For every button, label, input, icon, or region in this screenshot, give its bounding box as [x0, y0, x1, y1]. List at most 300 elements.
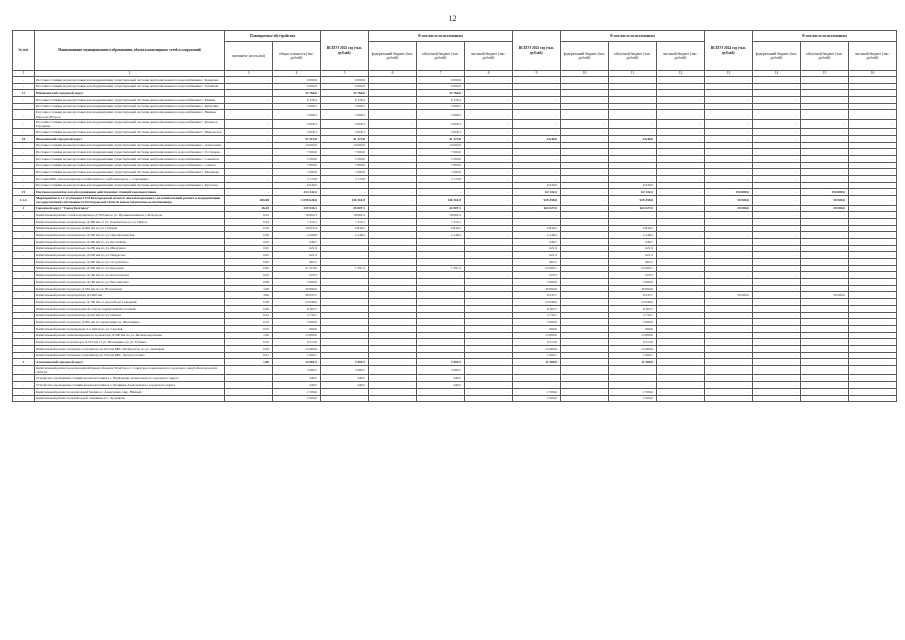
row-value: -: [657, 77, 705, 84]
row-value: -: [657, 285, 705, 292]
row-value: 41 375,8: [417, 135, 465, 142]
table-row: [13, 135, 897, 142]
row-value: -: [657, 352, 705, 359]
row-value: 5 909,3: [321, 119, 369, 128]
row-value: -: [369, 319, 417, 326]
row-value: -: [321, 332, 369, 339]
row-value: -: [465, 218, 513, 225]
row-value: -: [561, 299, 609, 306]
row-value: -: [225, 119, 273, 128]
row-value: -: [369, 212, 417, 219]
row-name: Поставка станции водоподготовки для модернизации существующей системы централизованного водоснабжения с. Кустовое: [35, 182, 225, 189]
row-value: -: [369, 279, 417, 286]
row-value: -: [417, 189, 465, 196]
row-value: -: [561, 97, 609, 104]
row-value: -: [417, 285, 465, 292]
table-row: [13, 339, 897, 346]
row-value: -: [849, 119, 897, 128]
row-value: 0,05: [225, 259, 273, 266]
header-cell: ВСЕГО 2022 год (тыс. рублей): [321, 31, 369, 71]
row-value: 976,3: [273, 272, 321, 279]
row-value: 1 683,7: [513, 352, 561, 359]
row-value: -: [849, 97, 897, 104]
row-value: 15 000,0: [609, 332, 657, 339]
column-number: 1: [13, 71, 35, 77]
row-value: -: [705, 382, 753, 389]
row-value: -: [753, 189, 801, 196]
row-value: 4 381,5: [321, 359, 369, 366]
row-value: -: [705, 225, 753, 232]
row-value: -: [369, 162, 417, 169]
row-value: 39 933,7: [273, 292, 321, 299]
row-value: 5 909,3: [417, 119, 465, 128]
row-value: 2 733,7: [273, 312, 321, 319]
row-value: -: [801, 325, 849, 332]
row-value: -: [849, 285, 897, 292]
row-value: 64 142,4: [513, 189, 561, 196]
row-value: -: [657, 325, 705, 332]
row-value: -: [561, 285, 609, 292]
row-value: -: [225, 142, 273, 149]
row-value: -: [849, 319, 897, 326]
row-value: 9 836,2: [513, 225, 561, 232]
row-value: -: [657, 225, 705, 232]
row-name: Устройство ограждения станции водоподготовки в с. Кущинка Алексеевского городского округа: [35, 382, 225, 389]
row-value: 449,5: [417, 382, 465, 389]
row-value: -: [801, 225, 849, 232]
row-value: -: [657, 279, 705, 286]
row-value: -: [609, 90, 657, 97]
row-name: Капитальный ремонт водонапорной скважины в с. Луценково: [35, 395, 225, 402]
row-number: -: [13, 259, 35, 266]
row-name: Поставка станции водоподготовки для модернизации существующей системы централизованного водоснабжения с. Большое Городище: [35, 119, 225, 128]
row-number: -: [13, 218, 35, 225]
row-value: -: [561, 366, 609, 375]
table-row: [13, 169, 897, 176]
header-subcell: федеральный бюджет (тыс. рублей): [369, 42, 417, 71]
row-value: -: [705, 305, 753, 312]
column-number: 11: [609, 71, 657, 77]
row-value: -: [657, 245, 705, 252]
table-row: [13, 232, 897, 239]
row-number: -: [13, 245, 35, 252]
row-value: -: [513, 149, 561, 156]
row-value: 2 148,4: [609, 232, 657, 239]
row-value: -: [849, 232, 897, 239]
row-value: -: [657, 83, 705, 90]
header-cell: Планируемые обустройства: [225, 31, 321, 42]
row-value: -: [465, 272, 513, 279]
row-name: Поставка станции водоподготовки для модернизации существующей системы централизованного водоснабжения с. Гетманов: [35, 83, 225, 90]
row-name: Капитальный ремонт водопровода Д-1000 мм: [35, 292, 225, 299]
row-value: -: [321, 292, 369, 299]
row-name: Капитальный ремонт канализационного коллектора Д-500 мм по ул. Железнодорожная: [35, 332, 225, 339]
row-value: 30 000,0: [801, 196, 849, 205]
row-value: -: [705, 129, 753, 136]
row-value: -: [465, 196, 513, 205]
header-subcell: местный бюджет (тыс. рублей): [657, 42, 705, 71]
row-value: -: [753, 110, 801, 119]
row-value: -: [753, 359, 801, 366]
row-value: -: [705, 182, 753, 189]
row-value: 30 000,0: [513, 285, 561, 292]
row-value: -: [465, 110, 513, 119]
row-value: -: [561, 382, 609, 389]
row-value: -: [705, 245, 753, 252]
row-value: -: [369, 90, 417, 97]
row-value: 9 129,4: [417, 97, 465, 104]
row-value: -: [801, 285, 849, 292]
row-value: -: [369, 103, 417, 110]
row-value: -: [705, 388, 753, 395]
row-value: -: [465, 135, 513, 142]
row-value: 0,05: [225, 325, 273, 332]
row-value: 11 500,0: [609, 359, 657, 366]
header-cell: ВСЕГО 2023 год (тыс. рублей): [513, 31, 561, 71]
row-value: 449,5: [417, 375, 465, 382]
row-value: -: [369, 110, 417, 119]
row-value: 6 040,0: [609, 135, 657, 142]
row-value: 3 175,8: [321, 176, 369, 183]
row-value: -: [225, 395, 273, 402]
row-value: 7 800,0: [417, 162, 465, 169]
row-value: 249,7: [609, 238, 657, 245]
row-value: -: [609, 103, 657, 110]
row-value: -: [417, 332, 465, 339]
row-value: -: [753, 245, 801, 252]
row-value: -: [561, 162, 609, 169]
row-value: -: [561, 395, 609, 402]
row-value: -: [801, 97, 849, 104]
row-value: 600,0: [609, 325, 657, 332]
row-number: -: [13, 382, 35, 389]
row-number: 1.1.2.: [13, 196, 35, 205]
row-value: -: [369, 366, 417, 375]
row-value: -: [801, 245, 849, 252]
row-name: Поставка станции водоподготовки для модернизации существующей системы централизованного водоснабжения с. Ржевка: [35, 97, 225, 104]
row-name: Капитальный ремонт водопровода Д-160 мм по ул. Корочанская: [35, 272, 225, 279]
row-value: 136 161,8: [417, 196, 465, 205]
row-value: 4 296,8: [273, 232, 321, 239]
row-value: -: [465, 359, 513, 366]
row-value: 3 482,5: [417, 366, 465, 375]
header-cell: № п/п: [13, 31, 35, 71]
row-value: -: [465, 252, 513, 259]
row-value: -: [705, 176, 753, 183]
row-value: -: [801, 103, 849, 110]
row-value: -: [369, 382, 417, 389]
row-value: -: [225, 375, 273, 382]
row-value: -: [465, 97, 513, 104]
row-value: -: [705, 312, 753, 319]
row-value: -: [849, 359, 897, 366]
row-value: -: [561, 156, 609, 163]
row-name: Капитальный ремонт водовода Д-400 мм по ул. Губкина: [35, 225, 225, 232]
row-value: 7 800,0: [273, 162, 321, 169]
row-value: -: [369, 169, 417, 176]
row-value: -: [513, 103, 561, 110]
row-value: 5 909,3: [417, 129, 465, 136]
row-number: -: [13, 129, 35, 136]
row-value: -: [849, 103, 897, 110]
row-value: -: [657, 232, 705, 239]
row-value: -: [369, 77, 417, 84]
row-value: -: [561, 83, 609, 90]
row-value: -: [753, 205, 801, 212]
row-value: -: [801, 259, 849, 266]
row-value: -: [465, 325, 513, 332]
table-row: [13, 182, 897, 189]
row-value: -: [657, 103, 705, 110]
row-value: 5 909,3: [273, 129, 321, 136]
row-value: -: [705, 212, 753, 219]
row-value: -: [369, 218, 417, 225]
row-number: -: [13, 156, 35, 163]
row-value: -: [609, 162, 657, 169]
row-value: -: [513, 129, 561, 136]
row-value: -: [849, 332, 897, 339]
row-value: -: [657, 395, 705, 402]
row-number: -: [13, 352, 35, 359]
table-row: [13, 90, 897, 97]
row-value: -: [369, 345, 417, 352]
row-value: -: [705, 252, 753, 259]
row-value: -: [513, 77, 561, 84]
row-value: -: [657, 359, 705, 366]
row-value: -: [801, 77, 849, 84]
row-value: -: [513, 162, 561, 169]
row-value: 206,08: [225, 196, 273, 205]
row-value: -: [561, 142, 609, 149]
row-value: -: [465, 156, 513, 163]
page-number: 12: [448, 14, 457, 23]
row-value: -: [753, 345, 801, 352]
row-value: -: [513, 142, 561, 149]
row-value: -: [225, 382, 273, 389]
row-value: -: [465, 238, 513, 245]
row-number: -: [13, 83, 35, 90]
row-value: -: [657, 129, 705, 136]
table-row: [13, 359, 897, 366]
header-cell: Наименование муниципального образования, объекта инженерных сетей и сооружений: [35, 31, 225, 71]
row-value: 6 213,0: [273, 339, 321, 346]
row-value: -: [225, 388, 273, 395]
table-row: [13, 162, 897, 169]
row-value: -: [561, 119, 609, 128]
row-value: -: [369, 265, 417, 272]
row-value: -: [705, 77, 753, 84]
table-row: [13, 252, 897, 259]
row-value: -: [609, 149, 657, 156]
row-value: -: [465, 149, 513, 156]
row-value: -: [321, 285, 369, 292]
row-value: -: [417, 345, 465, 352]
row-name: Капитальный ремонт коллектора Д-315 мм от ул. Шаландина до ул. Губкина: [35, 339, 225, 346]
row-value: -: [369, 272, 417, 279]
table-row: [13, 285, 897, 292]
row-value: -: [849, 245, 897, 252]
column-number: 7: [417, 71, 465, 77]
row-value: 15 900,0: [273, 345, 321, 352]
row-number: -: [13, 252, 35, 259]
row-value: -: [465, 83, 513, 90]
row-value: 0,50: [225, 345, 273, 352]
header-subcell: областной бюджет (тыс. рублей): [609, 42, 657, 71]
row-value: -: [465, 205, 513, 212]
row-name: Капитальный ремонт водопровода Д-700 мм от водозабора Северный: [35, 299, 225, 306]
row-value: -: [753, 299, 801, 306]
row-value: 5 909,3: [321, 129, 369, 136]
row-value: -: [801, 162, 849, 169]
row-value: -: [465, 90, 513, 97]
row-value: 2 733,7: [513, 312, 561, 319]
row-value: 136 161,8: [321, 196, 369, 205]
row-value: -: [561, 218, 609, 225]
row-number: 2: [13, 359, 35, 366]
header-cell: В том числе по источникам: [369, 31, 513, 42]
row-value: -: [465, 312, 513, 319]
row-value: -: [465, 129, 513, 136]
header-cell: В том числе по источникам: [753, 31, 897, 42]
row-value: -: [657, 332, 705, 339]
row-name: Капитальный ремонт напорного коллектора Д-150 мм КНС Детского парка: [35, 352, 225, 359]
row-number: -: [13, 332, 35, 339]
row-value: -: [657, 169, 705, 176]
row-value: 30 000,0: [273, 285, 321, 292]
row-name: Капитальный ремонт напорного коллектора Д-225 мм КНС Мелиоратор по ул. Донецкая: [35, 345, 225, 352]
row-value: -: [465, 232, 513, 239]
table-row: [13, 176, 897, 183]
row-value: -: [705, 162, 753, 169]
row-value: -: [321, 272, 369, 279]
row-value: -: [225, 83, 273, 90]
row-value: -: [561, 225, 609, 232]
row-value: 449,5: [321, 375, 369, 382]
row-number: 18: [13, 135, 35, 142]
row-value: -: [657, 135, 705, 142]
row-value: 249,7: [273, 238, 321, 245]
row-number: -: [13, 149, 35, 156]
row-value: -: [417, 245, 465, 252]
row-value: 41 375,8: [321, 135, 369, 142]
row-value: -: [849, 169, 897, 176]
header-subcell: федеральный бюджет (тыс. рублей): [753, 42, 801, 71]
row-value: 621,3: [609, 252, 657, 259]
row-value: -: [609, 218, 657, 225]
row-value: -: [561, 169, 609, 176]
row-value: -: [465, 352, 513, 359]
row-value: 7 900,0: [273, 149, 321, 156]
row-number: 19: [13, 189, 35, 196]
row-value: -: [513, 90, 561, 97]
row-value: 2 148,4: [513, 232, 561, 239]
row-value: 4 381,5: [417, 359, 465, 366]
row-value: 6 040,0: [513, 135, 561, 142]
row-value: -: [849, 218, 897, 225]
row-value: -: [801, 119, 849, 128]
row-value: -: [465, 119, 513, 128]
table-row: [13, 312, 897, 319]
row-value: -: [753, 90, 801, 97]
row-value: -: [801, 142, 849, 149]
header-subcell: местный бюджет (тыс. рублей): [849, 42, 897, 71]
row-value: -: [225, 189, 273, 196]
row-value: -: [609, 110, 657, 119]
row-value: -: [369, 332, 417, 339]
row-value: -: [753, 279, 801, 286]
row-value: -: [321, 339, 369, 346]
row-value: -: [657, 272, 705, 279]
row-value: 0,35: [225, 339, 273, 346]
row-value: -: [513, 83, 561, 90]
row-number: -: [13, 97, 35, 104]
table-body: [13, 77, 897, 402]
row-value: -: [369, 119, 417, 128]
row-value: 10 000,0: [417, 142, 465, 149]
row-value: -: [705, 149, 753, 156]
row-value: 0,22: [225, 312, 273, 319]
row-value: 9 609,9: [417, 77, 465, 84]
row-value: -: [801, 352, 849, 359]
row-value: -: [657, 339, 705, 346]
column-number: 15: [801, 71, 849, 77]
row-value: 3 000,0: [513, 279, 561, 286]
row-value: 9 933,7: [609, 292, 657, 299]
row-name: Капитальный ремонт водопроводной башни объемом 50 куб.м в с. Советское Алексеевского городского округа Белгородской области: [35, 366, 225, 375]
row-value: -: [657, 196, 705, 205]
row-value: -: [753, 375, 801, 382]
row-value: 1 683,7: [273, 352, 321, 359]
budget-table-sheet: [12, 30, 897, 402]
row-value: -: [849, 110, 897, 119]
row-value: 7 800,0: [321, 162, 369, 169]
row-number: -: [13, 339, 35, 346]
row-number: -: [13, 182, 35, 189]
table-row: [13, 119, 897, 128]
row-value: -: [849, 265, 897, 272]
row-value: -: [465, 319, 513, 326]
table-row: [13, 272, 897, 279]
row-value: 3,00: [225, 292, 273, 299]
row-value: -: [513, 97, 561, 104]
row-value: 150 000,0: [801, 189, 849, 196]
row-value: -: [849, 205, 897, 212]
row-value: -: [753, 285, 801, 292]
row-number: -: [13, 119, 35, 128]
table-row: [13, 142, 897, 149]
row-value: 929 458,8: [513, 196, 561, 205]
row-value: 32 766,6: [273, 90, 321, 97]
row-value: 6 040,0: [513, 182, 561, 189]
row-value: -: [849, 279, 897, 286]
row-value: -: [753, 169, 801, 176]
row-value: 600,0: [273, 325, 321, 332]
table-row: [13, 259, 897, 266]
row-value: -: [369, 359, 417, 366]
table-row: [13, 129, 897, 136]
row-name: Городской округ "Город Белгород": [35, 205, 225, 212]
row-value: -: [465, 332, 513, 339]
row-value: -: [753, 83, 801, 90]
row-name: Капитальный ремонт водопровода Д-400 мм от ул. Лермонтова до ул. Щорса: [35, 218, 225, 225]
row-value: 3 000,0: [273, 279, 321, 286]
row-value: 2 733,7: [609, 312, 657, 319]
row-value: -: [225, 182, 273, 189]
row-value: -: [369, 225, 417, 232]
row-value: 621,3: [513, 252, 561, 259]
row-name: Устройство ограждения станции водоподготовки в с. Варваровка Алексеевского городского округа: [35, 375, 225, 382]
row-value: -: [657, 90, 705, 97]
